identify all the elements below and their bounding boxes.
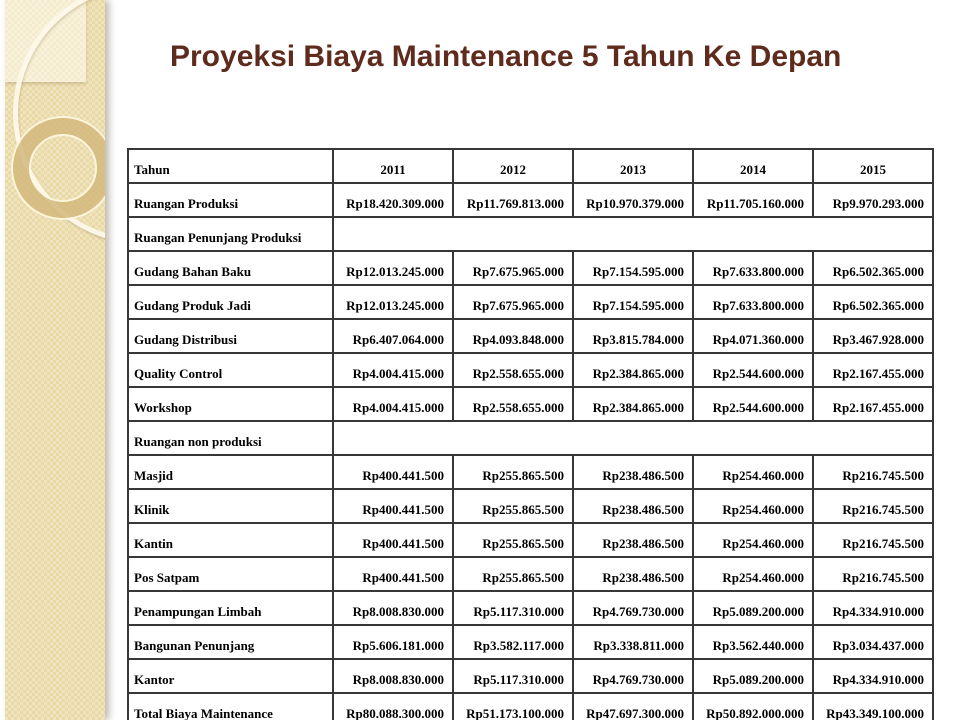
row-label: Gudang Distribusi bbox=[128, 319, 333, 353]
cost-cell: Rp3.034.437.000 bbox=[813, 625, 933, 659]
cost-cell: Rp216.745.500 bbox=[813, 523, 933, 557]
cost-cell: Rp2.544.600.000 bbox=[693, 387, 813, 421]
row-label: Pos Satpam bbox=[128, 557, 333, 591]
cost-cell: Rp80.088.300.000 bbox=[333, 693, 453, 720]
cost-cell: Rp7.154.595.000 bbox=[573, 251, 693, 285]
table-row bbox=[128, 489, 933, 523]
empty-section-cell bbox=[333, 421, 933, 455]
cost-cell: Rp10.970.379.000 bbox=[573, 183, 693, 217]
column-header-tahun: Tahun bbox=[128, 149, 333, 183]
cost-cell: Rp5.089.200.000 bbox=[693, 659, 813, 693]
cost-cell: Rp238.486.500 bbox=[573, 455, 693, 489]
cost-cell: Rp3.815.784.000 bbox=[573, 319, 693, 353]
cost-cell: Rp254.460.000 bbox=[693, 557, 813, 591]
table-row bbox=[128, 625, 933, 659]
maintenance-cost-table bbox=[127, 148, 934, 720]
column-header-year: 2013 bbox=[573, 149, 693, 183]
table-row bbox=[128, 591, 933, 625]
table-row bbox=[128, 455, 933, 489]
table-row bbox=[128, 387, 933, 421]
cost-cell: Rp2.167.455.000 bbox=[813, 353, 933, 387]
cost-cell: Rp254.460.000 bbox=[693, 489, 813, 523]
cost-cell: Rp18.420.309.000 bbox=[333, 183, 453, 217]
table-row bbox=[128, 693, 933, 720]
cost-cell: Rp7.154.595.000 bbox=[573, 285, 693, 319]
row-label: Quality Control bbox=[128, 353, 333, 387]
row-label: Klinik bbox=[128, 489, 333, 523]
column-header-year: 2015 bbox=[813, 149, 933, 183]
row-label: Masjid bbox=[128, 455, 333, 489]
cost-cell: Rp4.769.730.000 bbox=[573, 659, 693, 693]
cost-cell: Rp3.562.440.000 bbox=[693, 625, 813, 659]
cost-cell: Rp4.071.360.000 bbox=[693, 319, 813, 353]
table-row bbox=[128, 353, 933, 387]
cost-cell: Rp4.093.848.000 bbox=[453, 319, 573, 353]
cost-cell: Rp400.441.500 bbox=[333, 557, 453, 591]
column-header-year: 2014 bbox=[693, 149, 813, 183]
row-label: Bangunan Penunjang bbox=[128, 625, 333, 659]
cost-cell: Rp50.892.000.000 bbox=[693, 693, 813, 720]
cost-cell: Rp255.865.500 bbox=[453, 455, 573, 489]
cost-cell: Rp254.460.000 bbox=[693, 455, 813, 489]
cost-cell: Rp11.705.160.000 bbox=[693, 183, 813, 217]
cost-cell: Rp11.769.813.000 bbox=[453, 183, 573, 217]
cost-cell: Rp216.745.500 bbox=[813, 455, 933, 489]
cost-cell: Rp255.865.500 bbox=[453, 523, 573, 557]
empty-section-cell bbox=[333, 217, 933, 251]
cost-cell: Rp12.013.245.000 bbox=[333, 285, 453, 319]
cost-cell: Rp7.633.800.000 bbox=[693, 285, 813, 319]
cost-cell: Rp9.970.293.000 bbox=[813, 183, 933, 217]
cost-cell: Rp216.745.500 bbox=[813, 557, 933, 591]
row-label: Kantin bbox=[128, 523, 333, 557]
sidebar-decoration bbox=[5, 0, 105, 720]
cost-cell: Rp400.441.500 bbox=[333, 523, 453, 557]
row-label: Workshop bbox=[128, 387, 333, 421]
cost-cell: Rp400.441.500 bbox=[333, 455, 453, 489]
cost-cell: Rp254.460.000 bbox=[693, 523, 813, 557]
section-row-label: Ruangan Penunjang Produksi bbox=[128, 217, 333, 251]
sidebar-ring bbox=[13, 118, 105, 218]
cost-cell: Rp8.008.830.000 bbox=[333, 591, 453, 625]
cost-cell: Rp4.004.415.000 bbox=[333, 387, 453, 421]
cost-cell: Rp3.582.117.000 bbox=[453, 625, 573, 659]
cost-cell: Rp47.697.300.000 bbox=[573, 693, 693, 720]
table-row bbox=[128, 285, 933, 319]
cost-cell: Rp4.769.730.000 bbox=[573, 591, 693, 625]
cost-cell: Rp238.486.500 bbox=[573, 489, 693, 523]
cost-cell: Rp5.606.181.000 bbox=[333, 625, 453, 659]
cost-cell: Rp238.486.500 bbox=[573, 523, 693, 557]
table-row bbox=[128, 217, 933, 251]
column-header-year: 2012 bbox=[453, 149, 573, 183]
cost-cell: Rp2.167.455.000 bbox=[813, 387, 933, 421]
cost-cell: Rp2.558.655.000 bbox=[453, 353, 573, 387]
cost-cell: Rp5.117.310.000 bbox=[453, 659, 573, 693]
cost-cell: Rp6.407.064.000 bbox=[333, 319, 453, 353]
cost-cell: Rp5.117.310.000 bbox=[453, 591, 573, 625]
cost-cell: Rp3.467.928.000 bbox=[813, 319, 933, 353]
table-row bbox=[128, 557, 933, 591]
table-row bbox=[128, 319, 933, 353]
row-label: Gudang Bahan Baku bbox=[128, 251, 333, 285]
cost-cell: Rp7.675.965.000 bbox=[453, 251, 573, 285]
row-label: Ruangan Produksi bbox=[128, 183, 333, 217]
cost-cell: Rp8.008.830.000 bbox=[333, 659, 453, 693]
cost-cell: Rp2.544.600.000 bbox=[693, 353, 813, 387]
table-header-row bbox=[128, 149, 933, 183]
table-row bbox=[128, 523, 933, 557]
cost-cell: Rp4.334.910.000 bbox=[813, 591, 933, 625]
row-label: Total Biaya Maintenance bbox=[128, 693, 333, 720]
cost-cell: Rp6.502.365.000 bbox=[813, 251, 933, 285]
cost-cell: Rp4.334.910.000 bbox=[813, 659, 933, 693]
cost-cell: Rp43.349.100.000 bbox=[813, 693, 933, 720]
cost-cell: Rp400.441.500 bbox=[333, 489, 453, 523]
row-label: Penampungan Limbah bbox=[128, 591, 333, 625]
cost-cell: Rp5.089.200.000 bbox=[693, 591, 813, 625]
cost-cell: Rp2.558.655.000 bbox=[453, 387, 573, 421]
cost-cell: Rp238.486.500 bbox=[573, 557, 693, 591]
table-row bbox=[128, 183, 933, 217]
cost-cell: Rp7.675.965.000 bbox=[453, 285, 573, 319]
cost-cell: Rp255.865.500 bbox=[453, 557, 573, 591]
section-row-label: Ruangan non produksi bbox=[128, 421, 333, 455]
table-row bbox=[128, 659, 933, 693]
cost-cell: Rp4.004.415.000 bbox=[333, 353, 453, 387]
slide-title: Proyeksi Biaya Maintenance 5 Tahun Ke Depan bbox=[170, 40, 842, 73]
cost-cell: Rp255.865.500 bbox=[453, 489, 573, 523]
cost-cell: Rp12.013.245.000 bbox=[333, 251, 453, 285]
cost-cell: Rp2.384.865.000 bbox=[573, 387, 693, 421]
cost-cell: Rp51.173.100.000 bbox=[453, 693, 573, 720]
cost-cell: Rp2.384.865.000 bbox=[573, 353, 693, 387]
table-row bbox=[128, 421, 933, 455]
row-label: Gudang Produk Jadi bbox=[128, 285, 333, 319]
cost-cell: Rp6.502.365.000 bbox=[813, 285, 933, 319]
cost-cell: Rp3.338.811.000 bbox=[573, 625, 693, 659]
cost-cell: Rp216.745.500 bbox=[813, 489, 933, 523]
cost-cell: Rp7.633.800.000 bbox=[693, 251, 813, 285]
column-header-year: 2011 bbox=[333, 149, 453, 183]
table-row bbox=[128, 251, 933, 285]
row-label: Kantor bbox=[128, 659, 333, 693]
